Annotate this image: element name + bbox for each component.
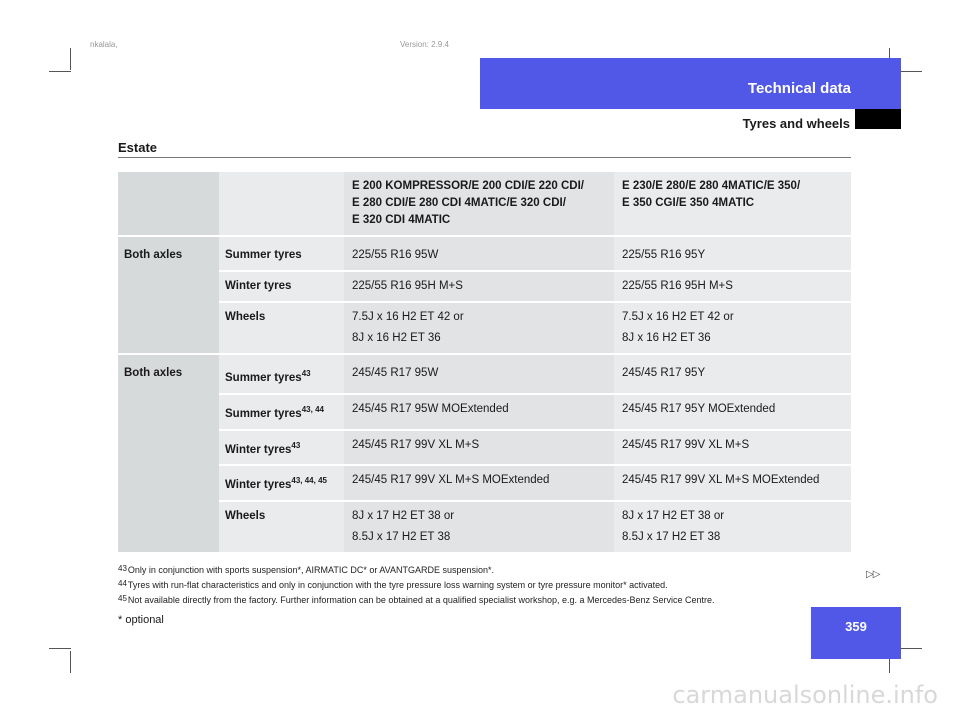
print-user-note: nkalala, [90, 40, 118, 49]
spec-value: 245/45 R17 95W MOExtended [344, 394, 614, 430]
optional-legend: * optional [118, 614, 164, 626]
tyre-type: Wheels [219, 302, 344, 354]
spec-value: 245/45 R17 99V XL M+S [614, 430, 851, 466]
continue-arrow-icon: ▷▷ [866, 569, 880, 580]
tyre-type: Summer tyres [219, 236, 344, 271]
table-row [118, 236, 851, 271]
spec-value: 8J x 17 H2 ET 38 or 8.5J x 17 H2 ET 38 [344, 501, 614, 552]
footnote-ref: 43 [301, 369, 311, 378]
spec-value: 245/45 R17 95Y [614, 354, 851, 394]
table-row [118, 354, 851, 394]
footnote: 45Not available directly from the factory. Further information can be obtained at a qualified specialist workshop, e.g. a Mercedes-Benz Service Centre. [118, 594, 715, 605]
section-title: Technical data [747, 80, 851, 97]
tyre-spec-table [118, 170, 851, 552]
header-model-group-1: E 200 KOMPRESSOR/E 200 CDI/E 220 CDI/ E 280 CDI/E 280 CDI 4MATIC/E 320 CDI/ E 320 CDI 4MATIC [344, 171, 614, 236]
crop-mark [900, 71, 922, 72]
section-banner [480, 58, 901, 109]
table-row [118, 271, 851, 302]
spec-value: 225/55 R16 95Y [614, 236, 851, 271]
table-row [118, 302, 851, 354]
tyre-type: Winter tyres$^{43, 44, 45}$ [219, 465, 344, 501]
spec-value: 225/55 R16 95W [344, 236, 614, 271]
spec-value: 225/55 R16 95H M+S [344, 271, 614, 302]
header-cell-empty [118, 171, 219, 236]
tyre-type: Summer tyres$^{43}$ [219, 354, 344, 394]
crop-mark [49, 648, 71, 649]
header-cell-empty [219, 171, 344, 236]
table-row [118, 430, 851, 466]
table-row [118, 394, 851, 430]
footnote-ref: 43 [291, 440, 301, 450]
footnote: 43Only in conjunction with sports suspension*, AIRMATIC DC* or AVANTGARDE suspension*. [118, 564, 495, 575]
header-model-group-2: E 230/E 280/E 280 4MATIC/E 350/ E 350 CGI/E 350 4MATIC [614, 171, 851, 236]
watermark: carmanualsonline.info [672, 681, 938, 709]
crop-mark [70, 48, 71, 70]
axle-label: Both axles [118, 354, 219, 552]
crop-mark [70, 651, 71, 673]
print-version-note: Version: 2.9.4 [400, 40, 449, 49]
tyre-type: Summer tyres$^{43, 44}$ [219, 394, 344, 430]
axle-label: Both axles [118, 236, 219, 354]
spec-value: 7.5J x 16 H2 ET 42 or 8J x 16 H2 ET 36 [614, 302, 851, 354]
spec-value: 245/45 R17 99V XL M+S MOExtended [344, 465, 614, 501]
spec-value: 225/55 R16 95H M+S [614, 271, 851, 302]
page-number: 359 [811, 607, 901, 659]
section-tab-marker [855, 109, 901, 129]
spec-value: 245/45 R17 95W [344, 354, 614, 394]
footnote-ref: 43, 44 [301, 404, 324, 414]
crop-mark [900, 648, 922, 649]
subsection-title: Tyres and wheels [742, 116, 850, 131]
tyre-type: Winter tyres [219, 271, 344, 302]
spec-value: 245/45 R17 99V XL M+S MOExtended [614, 465, 851, 501]
footnotes [118, 562, 715, 607]
spec-value: 7.5J x 16 H2 ET 42 or 8J x 16 H2 ET 36 [344, 302, 614, 354]
table-header-row [118, 171, 851, 236]
spec-value: 245/45 R17 99V XL M+S [344, 430, 614, 466]
table-row [118, 465, 851, 501]
spec-value: 245/45 R17 95Y MOExtended [614, 394, 851, 430]
footnote: 44Tyres with run-flat characteristics and only in conjunction with the tyre pressure loss warning system or tyre pressure monitor* activated. [118, 579, 668, 590]
tyre-type: Wheels [219, 501, 344, 552]
table-row [118, 501, 851, 552]
page-heading: Estate [118, 140, 158, 155]
heading-rule [118, 157, 851, 158]
tyre-type: Winter tyres$^{43}$ [219, 430, 344, 466]
footnote-ref: 43, 44, 45 [291, 476, 327, 486]
crop-mark [49, 71, 71, 72]
spec-value: 8J x 17 H2 ET 38 or 8.5J x 17 H2 ET 38 [614, 501, 851, 552]
